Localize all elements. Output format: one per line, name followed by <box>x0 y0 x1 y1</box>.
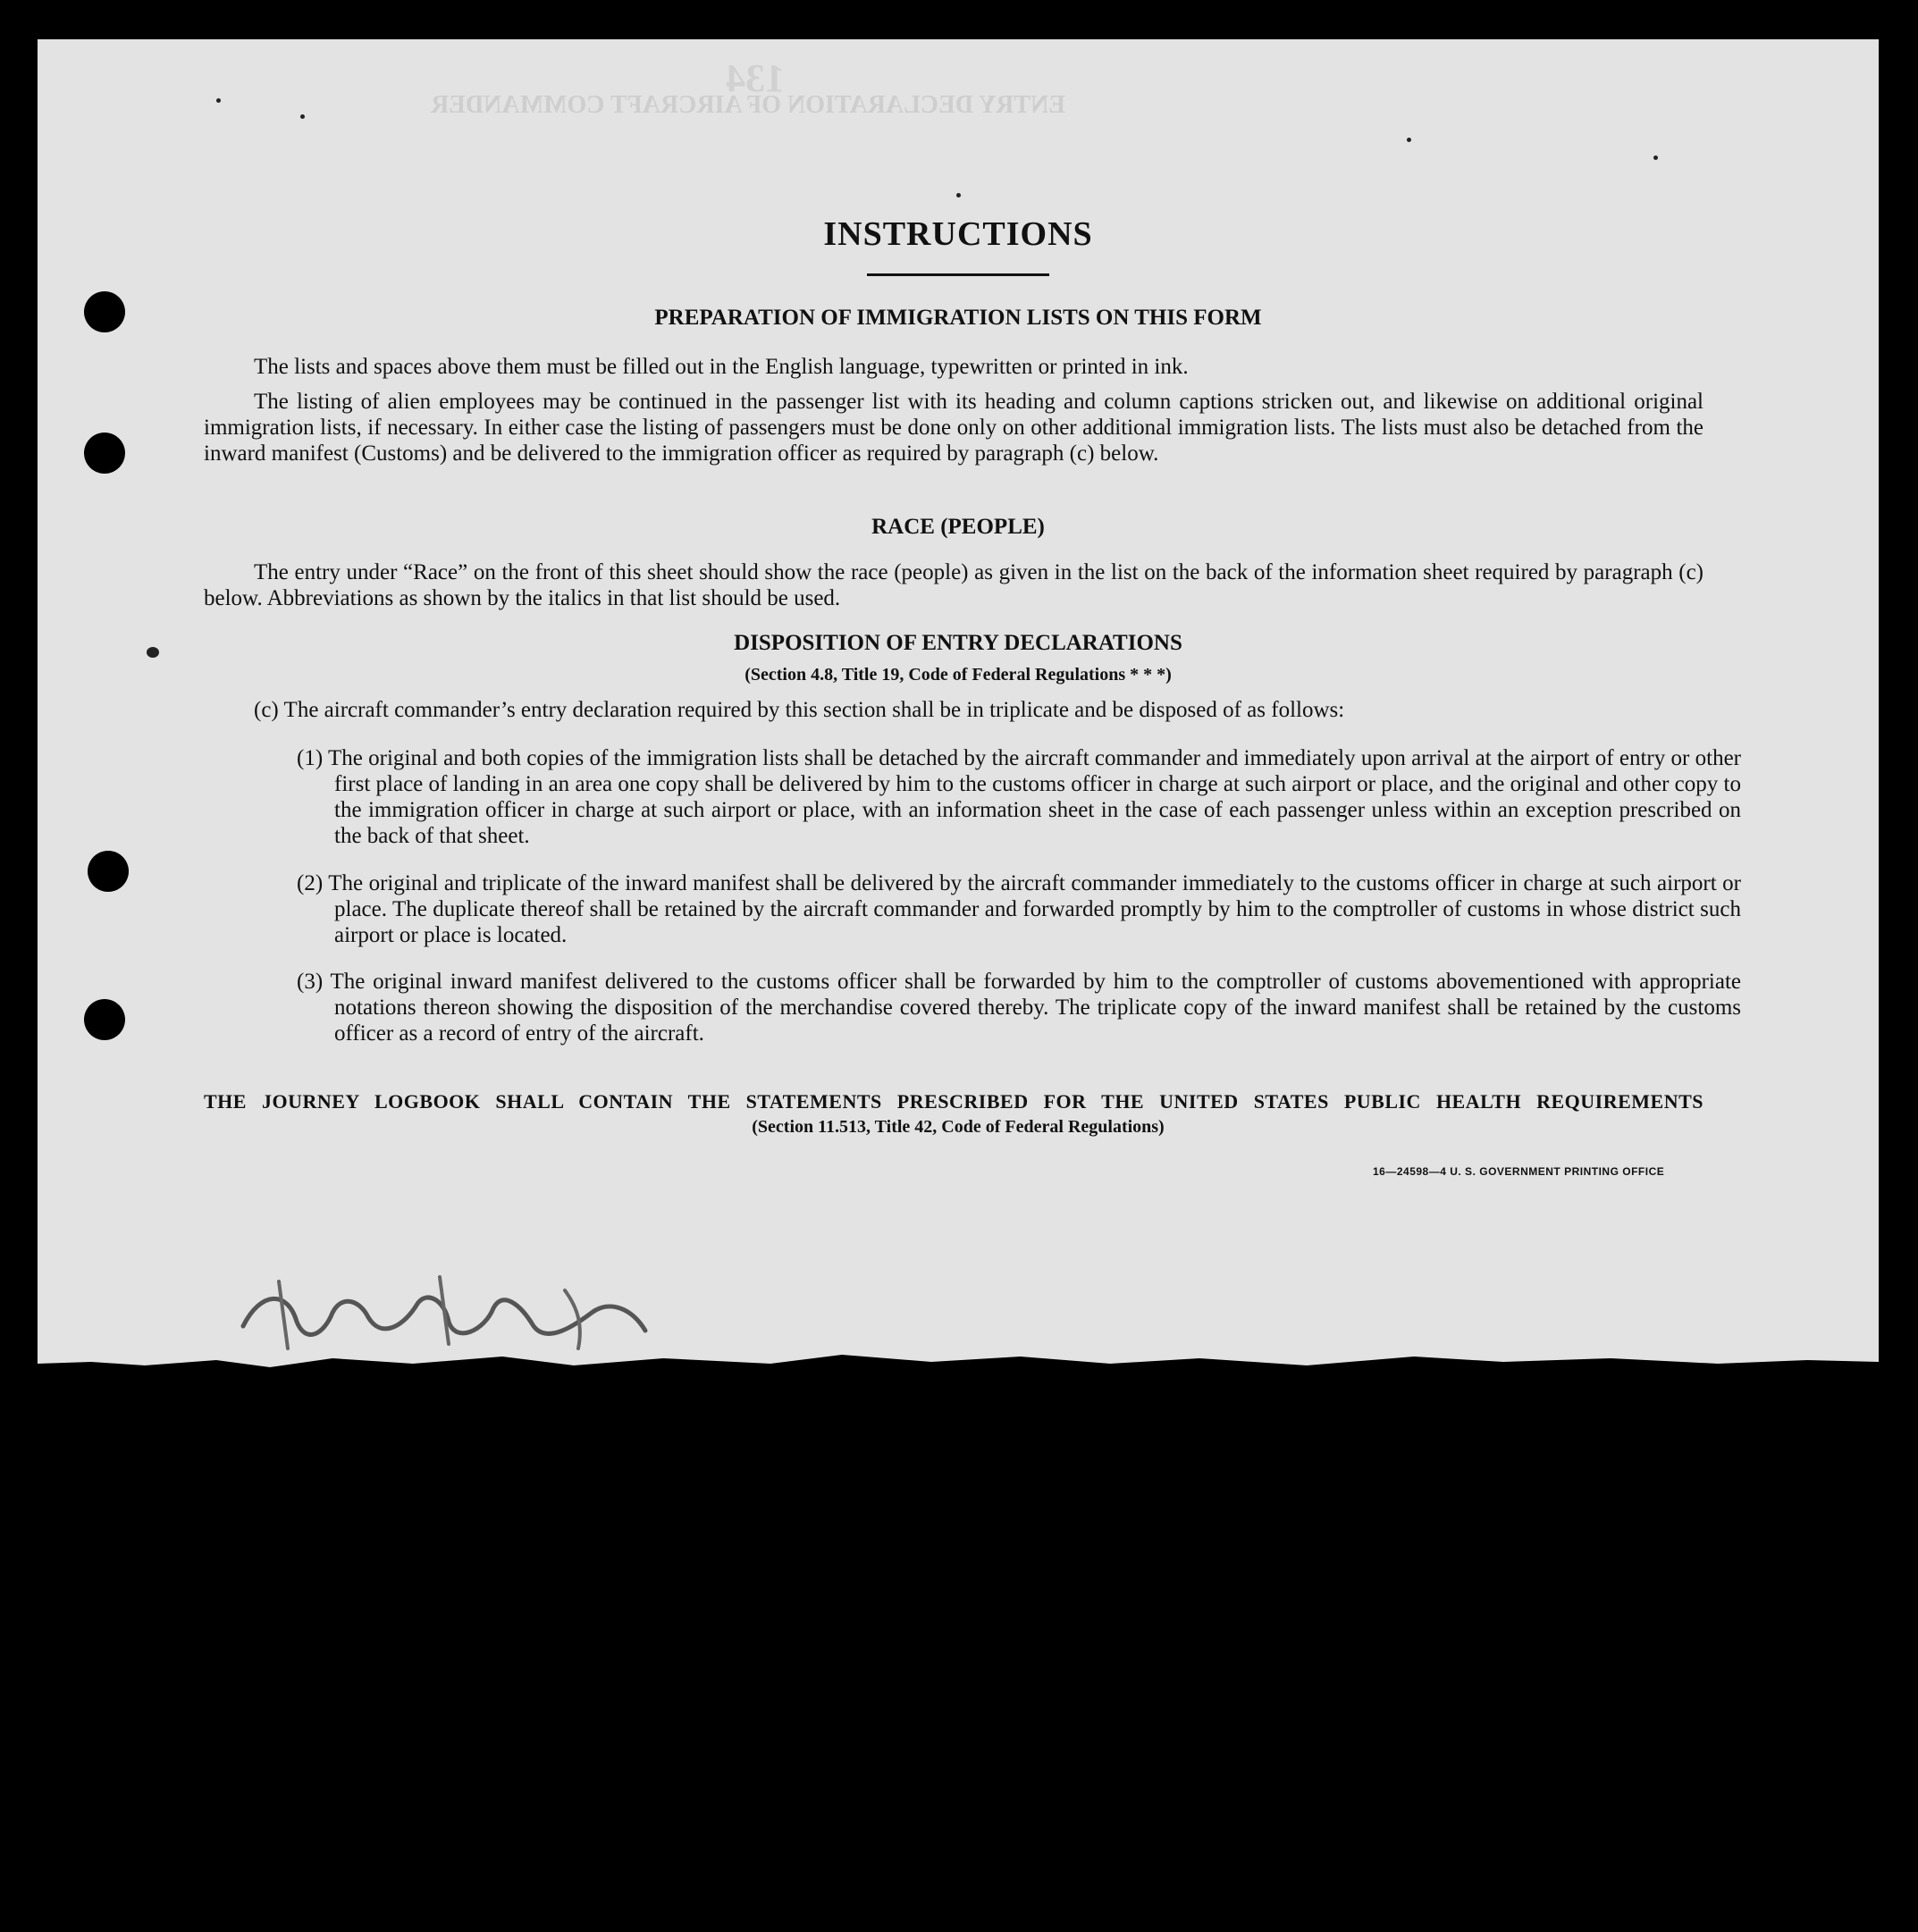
disposition-item-3: (3) The original inward manifest delivered to the customs officer shall be forwarded by him to the comptroller of customs abovementioned with appropriate notations thereon showing the disposition of the merchandise covered thereby. The triplicate copy of the inward manifest shall be retained by the customs officer as a record of entry of the aircraft. <box>297 970 1741 1046</box>
ink-speck <box>216 98 221 103</box>
ink-speck <box>1407 138 1411 142</box>
footer-statement: THE JOURNEY LOGBOOK SHALL CONTAIN THE STATEMENTS PRESCRIBED FOR THE UNITED STATES PUBLIC HEALTH REQUIREMENTS <box>204 1090 1703 1113</box>
citation-disposition: (Section 4.8, Title 19, Code of Federal Regulations * * *) <box>744 665 1172 685</box>
document-title: INSTRUCTIONS <box>823 215 1093 253</box>
ink-speck <box>300 114 305 119</box>
torn-bottom-edge <box>38 1349 1879 1373</box>
punch-hole <box>88 851 129 892</box>
heading-preparation: PREPARATION OF IMMIGRATION LISTS ON THIS FORM <box>654 306 1262 330</box>
signature-bleed-through <box>225 1264 672 1362</box>
disposition-item-1: (1) The original and both copies of the immigration lists shall be detached by the aircraft commander and immediately upon arrival at the airport of entry or other first place of landing in an area one copy shall be delivered by him to the customs officer in charge at such airport or place, and the original and other copy to the immigration officer in charge at such airport or place, with an information sheet in the case of each passenger unless within an exception prescribed on the back of that sheet. <box>297 746 1741 848</box>
heading-race: RACE (PEOPLE) <box>871 515 1045 539</box>
document-scan <box>38 39 1879 1373</box>
punch-hole <box>84 999 125 1040</box>
bleed-through-number: 134 <box>726 56 785 100</box>
punch-hole <box>84 433 125 474</box>
paragraph-preparation-1: The lists and spaces above them must be filled out in the English language, typewritten or printed in ink. <box>254 355 1189 379</box>
title-underline <box>867 273 1049 276</box>
ink-speck <box>1653 155 1658 160</box>
disposition-item-2: (2) The original and triplicate of the inward manifest shall be delivered by the aircraft commander immediately to the customs officer in charge at such airport or place. The duplicate thereof shall be retained by the aircraft commander and forwarded promptly by him to the comptroller of customs in whose district such airport or place is located. <box>297 871 1741 947</box>
paragraph-preparation-2: The listing of alien employees may be continued in the passenger list with its heading and column captions stricken out, and likewise on additional original immigration lists, if necessary. In either case the listing of passengers must be done only on other additional immigration lists. The lists must also be detached from the inward manifest (Customs) and be delivered to the immigration officer as required by paragraph (c) below. <box>204 390 1703 466</box>
disposition-lead: (c) The aircraft commander’s entry declaration required by this section shall be in triplicate and be disposed of as follows: <box>254 698 1345 722</box>
footer-citation: (Section 11.513, Title 42, Code of Federal Regulations) <box>752 1117 1165 1137</box>
bleed-through-header: ENTRY DECLARATION OF AIRCRAFT COMMANDER <box>431 91 1065 119</box>
ink-speck <box>956 193 961 197</box>
print-code: 16—24598—4 U. S. GOVERNMENT PRINTING OFFICE <box>1373 1165 1665 1178</box>
paragraph-race: The entry under “Race” on the front of this sheet should show the race (people) as given in the list on the back of the information sheet required by paragraph (c) below. Abbreviations as shown by the italics in that list should be used. <box>204 560 1703 610</box>
heading-disposition: DISPOSITION OF ENTRY DECLARATIONS <box>734 631 1182 655</box>
